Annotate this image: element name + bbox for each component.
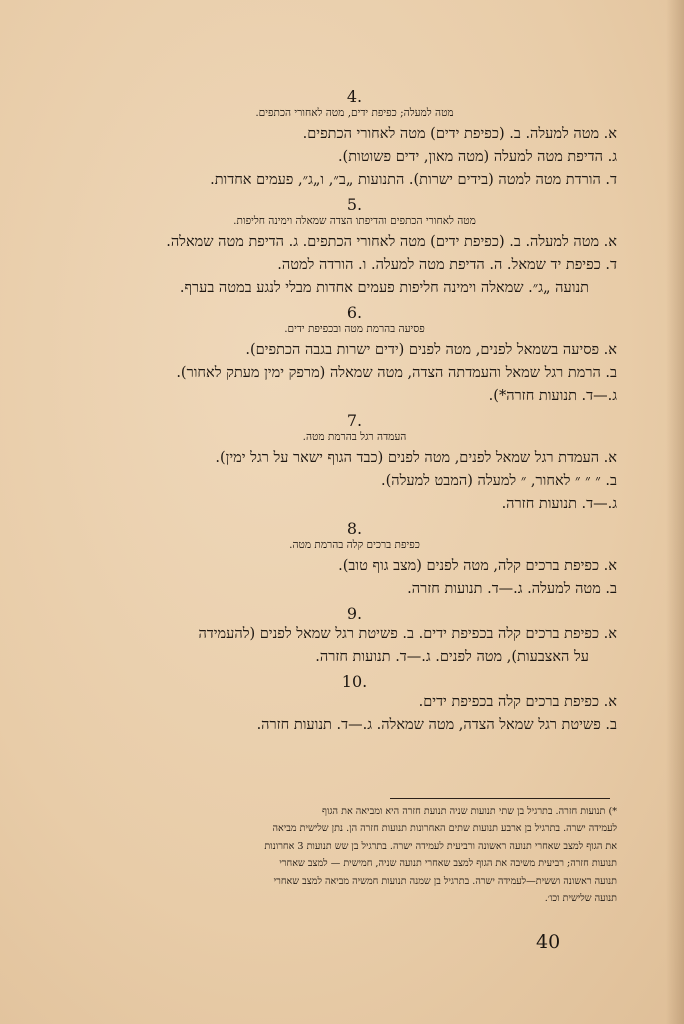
footnote-line: *) תנועות חזרה. בתרגיל בן שתי תנועות שניה תנועת חזרה היא ומביאה את הגוף (321, 806, 617, 817)
exercise-block (92, 196, 617, 300)
exercise-number: .9 (346, 604, 363, 623)
exercise-block (92, 88, 617, 192)
exercise-number: .4 (346, 87, 363, 106)
exercise-line: על האצבעות), מטה לפנים. ג.—ד. תנועות חזרה. (315, 649, 589, 665)
exercise-block (92, 520, 617, 601)
exercise-subtitle: כפיפת ברכים קלה בהרמת מטה. (289, 539, 420, 551)
footnote-line: תנועה ראשונה וששית—לעמידה ישרה. בתרגיל בן שמנה תנועות חמשיה מביאה למצב שאחרי (273, 875, 617, 887)
exercise-line: א. כפיפת ברכים קלה בכפיפת ידים. ב. פשיטת רגל שמאל לפנים (להעמידה (198, 626, 617, 642)
exercise-line: ב. מטה למעלה. ג.—ד. תנועות חזרה. (407, 581, 617, 597)
exercise-line: א. כפיפת ברכים קלה, מטה לפנים (מצב גוף טוב). (338, 558, 617, 574)
exercise-number: .6 (346, 303, 363, 322)
footnote-line: את הגוף למצב שאחרי תנועה ראשונה ורביעית לעמידה ישרה. בתרגיל בן שש תנועות 3 אחרונות (264, 840, 617, 852)
exercise-line: ד. הורדת מטה למטה (בידים ישרות). התנועות „ב״, ו„ג״, פעמים אחדות. (210, 172, 617, 188)
exercise-subtitle: העמדה רגל בהרמת מטה. (302, 431, 407, 443)
exercise-list (92, 88, 617, 741)
exercise-line: ג.—ד. תנועות חזרה. (501, 496, 617, 512)
exercise-subtitle: מטה למעלה; כפיפת ידים, מטה לאחורי הכתפים. (255, 107, 454, 119)
exercise-block (92, 673, 617, 737)
exercise-number: .7 (346, 411, 363, 430)
exercise-number: .10 (341, 672, 368, 691)
exercise-line: א. מטה למעלה. ב. (כפיפת ידים) מטה לאחורי הכתפים. ג. הדיפת מטה שמאלה. (166, 234, 617, 250)
exercise-block (92, 304, 617, 408)
exercise-line: ג. הדיפת מטה למעלה (מטה מאון, ידים פשוטות). (337, 149, 617, 165)
footnote-line: לעמידה ישרה. בתרגיל בן ארבע תנועות שתים האחרונות תנועות חזרה הן. נתן שלישית מביאה (272, 823, 617, 835)
exercise-subtitle: פסיעה בהרמת מטה ובכפיפת ידים. (284, 323, 425, 335)
exercise-line: תנועה „ג״. שמאלה וימינה חליפות פעמים אחדות מבלי לנגע במטה בערף. (179, 280, 589, 296)
page-number: 40 (536, 931, 561, 953)
exercise-line: ב. ״ ״ ״ לאחור, ״ למעלה (המבט למעלה). (380, 473, 617, 489)
exercise-subtitle: מטה לאחורי הכתפים והדיפתו הצדה שמאלה וימינה חליפות. (233, 215, 476, 227)
exercise-line: א. כפיפת ברכים קלה בכפיפת ידים. (418, 694, 617, 710)
footnote-divider (390, 798, 610, 799)
exercise-line: א. מטה למעלה. ב. (כפיפת ידים) מטה לאחורי הכתפים. (302, 126, 617, 142)
exercise-block (92, 412, 617, 516)
exercise-line: ב. פשיטת רגל שמאל הצדה, מטה שמאלה. ג.—ד. תנועות חזרה. (256, 717, 617, 733)
exercise-line: ג.—ד. תנועות חזרה*). (488, 388, 617, 404)
exercise-line: א. פסיעה בשמאל לפנים, מטה לפנים (ידים ישרות בגבה הכתפים). (245, 342, 617, 358)
footnote-line: תנועה שלישית וכו׳. (544, 893, 617, 905)
exercise-line: ד. כפיפת יד שמאל. ה. הדיפת מטה למעלה. ו. הורדה למטה. (277, 257, 617, 273)
exercise-line: א. העמדת רגל שמאל לפנים, מטה לפנים (כבד הגוף ישאר על רגל ימין). (215, 450, 617, 466)
exercise-number: .8 (346, 519, 363, 538)
exercise-number: .5 (346, 195, 363, 214)
exercise-block (92, 605, 617, 669)
footnote (82, 803, 617, 907)
exercise-line: ב. הרמת רגל שמאל והעמדתה הצדה, מטה שמאלה (מרפק ימין מעתק לאחור). (176, 365, 617, 381)
footnote-line: תנועות חזרה; רביעית משיבה את הגוף למצב שאחרי תנועה שניה, חמישית — למצב שאחרי (279, 858, 617, 870)
